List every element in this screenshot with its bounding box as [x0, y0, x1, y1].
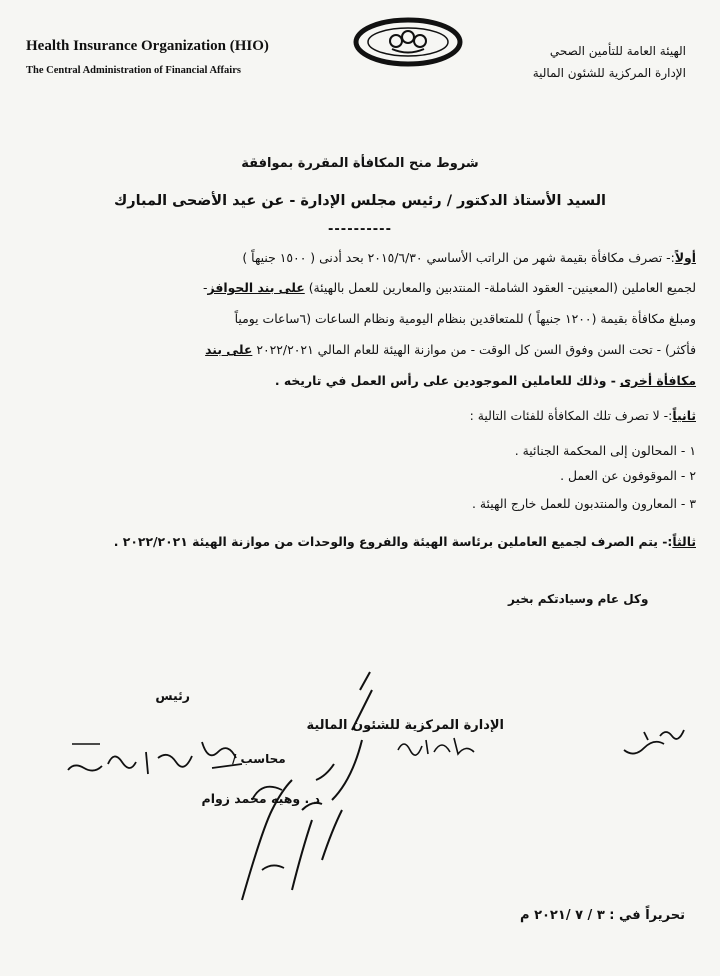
- closing-greeting: وكل عام وسيادتكم بخير: [508, 592, 649, 606]
- clause-first-other-bonus: مكافأة أخرى: [619, 373, 696, 388]
- document-title: شروط منح المكافأة المقررة بموافقة: [241, 156, 479, 171]
- title-separator: ----------: [328, 222, 392, 237]
- list-item: ٢ - الموقوفون عن العمل .: [560, 468, 696, 483]
- signatory-name: د . وهيه محمد زوام: [201, 791, 320, 806]
- list-item: ١ - المحالون إلى المحكمة الجنائية .: [514, 443, 696, 458]
- list-item: ٣ - المعارون والمنتدبون للعمل خارج الهيئة .: [471, 496, 696, 511]
- english-dept-name: The Central Administration of Financial Affairs: [26, 65, 241, 76]
- clause-third: [114, 534, 696, 549]
- clause-first-line2: [203, 280, 696, 295]
- clause-third-label: ثالثاً: [672, 534, 696, 549]
- hio-logo: [352, 16, 464, 68]
- arabic-dept-name: الإدارة المركزية للشئون المالية: [532, 66, 686, 80]
- clause-first-line5: [275, 373, 696, 388]
- english-header: [26, 38, 326, 76]
- clause-first-label: أولاً: [674, 250, 696, 265]
- clause-second-text: :- لا تصرف تلك المكافأة للفئات التالية :: [469, 408, 673, 423]
- clause-first-item-incentives: على بند الحوافز: [207, 280, 305, 295]
- document-subtitle: السيد الأستاذ الدكتور / رئيس مجلس الإدارة - عن عيد الأضحى المبارك: [113, 193, 607, 209]
- issue-date: تحريراً في : ٣ / ٧ /٢٠٢١ م: [520, 908, 685, 923]
- large-signature-scribble: [232, 660, 392, 910]
- clause-first-dash: -: [203, 280, 208, 295]
- clause-first-line3: ومبلغ مكافأة بقيمة (١٢٠٠ جنيهاً ) للمتعاقدين بنظام اليومية ونظام الساعات (٦ساعات يومياً: [234, 311, 696, 326]
- clause-first-text1: :- تصرف مكافأة بقيمة شهر من الراتب الأساسي ٢٠١٥/٦/٣٠ بحد أدنى ( ١٥٠٠ جنيهاً ): [242, 250, 675, 265]
- clause-first-line1: [242, 250, 696, 265]
- clause-first-text2: لجميع العاملين (المعينين- العقود الشاملة- المنتدبين والمعارين للعمل بالهيئة): [308, 280, 696, 295]
- initials-signature: [394, 730, 484, 760]
- english-org-name: Health Insurance Organization (HIO): [26, 38, 269, 54]
- arabic-header: [456, 40, 686, 84]
- clause-second-intro: [470, 408, 696, 423]
- clause-first-text5: - وذلك للعاملين الموجودين على رأس العمل في تاريخه .: [274, 373, 616, 388]
- signature-dept: الإدارة المركزية للشئون المالية: [306, 718, 504, 733]
- signature-title: رئيس: [155, 688, 190, 703]
- clause-first-line4: [205, 342, 696, 357]
- short-signature: [620, 722, 690, 758]
- clause-first-item-on: على بند: [205, 342, 253, 357]
- accountant-label: محاسب /: [232, 752, 286, 766]
- clause-second-label: ثانياً: [672, 408, 696, 423]
- clause-first-text4: فأكثر) - تحت السن وفوق السن كل الوقت - من موازنة الهيئة للعام المالي ٢٠٢٢/٢٠٢١: [256, 342, 696, 357]
- handwritten-note-signature: [62, 732, 252, 782]
- arabic-org-name: الهيئة العامة للتأمين الصحي: [549, 44, 686, 58]
- clause-third-text: :- يتم الصرف لجميع العاملين برئاسة الهيئة والفروع والوحدات من موازنة الهيئة ٢٠٢٢/٢٠٢١ .: [113, 534, 673, 549]
